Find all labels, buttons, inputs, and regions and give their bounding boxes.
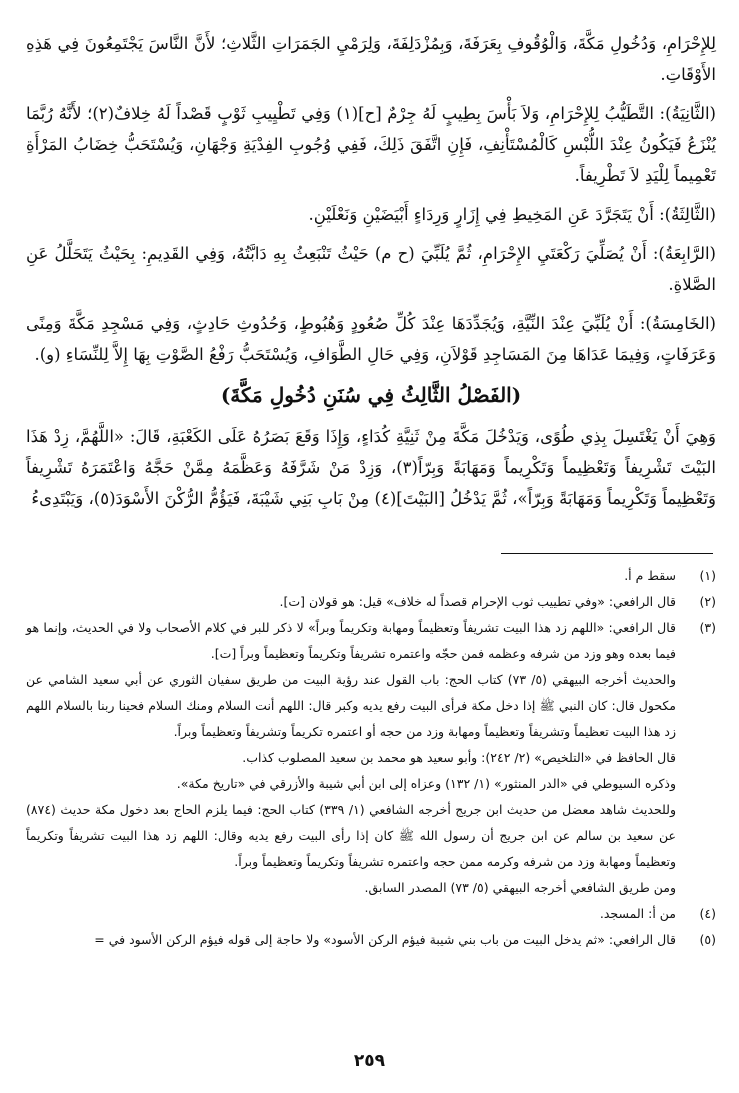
footnote-number: (٣) bbox=[699, 620, 716, 635]
paragraph-second-sunna: (الثَّانِيَةُ): التَّطَيُّبُ لِلإِحْرَامِ، وَلاَ بَأْسَ بِطِيبٍ لَهُ جِرْمٌ [ح](١) وَفِي تَطْيِيبِ ثَوْبٍ قَصْداً لَهُ خِلافٌ(٢)؛ لأَنَّهُ رُبَّمَا يُنْزَعُ فَيَكُونُ عِنْدَ اللُّبْسِ كَالْمُسْتَأْنِفِ، فَإِنِ اتَّفَقَ ذَلِكَ، فَفِي وُجُوبِ الفِدْيَةِ وَجْهَانِ، وَيُسْتَحَبُّ خِضَابُ المَرْأَةِ تَعْمِيماً لِلْيَدِ لاَ تَطْرِيفاً. bbox=[26, 104, 716, 185]
chapter-title: (الفَصْلُ الثَّالِثُ فِي سُنَنِ دُخُولِ مَكَّةَ) bbox=[220, 383, 522, 407]
footnote-3 bbox=[26, 615, 716, 901]
footnote-body bbox=[26, 563, 676, 589]
footnotes-section bbox=[26, 563, 716, 953]
page-number: ٢٥٩ bbox=[353, 1051, 386, 1071]
footnote-body bbox=[26, 901, 676, 927]
footnote-body bbox=[26, 589, 676, 615]
footnote-text: والحديث أخرجه البيهقي (٥/ ٧٣) كتاب الحج: باب القول عند رؤية البيت من طريق سفيان الثوري عن أبي سعيد الشامي عن مكحول قال: كان النبي ﷺ إذا دخل مكة فرأى البيت رفع يديه وكبر قال: اللهم أنت السلام ومنك السلام فحينا ربنا بالسلام اللهم زد هذا البيت تعظيماً وتشريفاً وتعظيماً ومهابة وزد من حجه أو اعتمره تكريماً وتشريفاً وتعظيماً وبراً. bbox=[26, 672, 677, 739]
paragraph-entering-makkah: وَهِيَ أَنْ يَغْتَسِلَ بِذِي طُوًى، وَيَدْخُلَ مَكَّةَ مِنْ ثَنِيَّةِ كُدَاءٍ، وَإِذَا وَقَعَ بَصَرُهُ عَلَى الكَعْبَةِ، قَالَ: «اللَّهُمَّ، زِدْ هَذَا البَيْتَ تَشْرِيفاً وَتَعْظِيماً وَتَكْرِيماً وَمَهَابَةً وَبِرّاً(٣)، وَزِدْ مَنْ شَرَّفَهُ وَعَظَّمَهُ مِمَّنْ حَجَّهُ وَاعْتَمَرَهُ تَشْرِيفاً وَتَعْظِيماً وَتَكْرِيماً وَمَهَابَةً وَبِرّاً»، ثُمَّ يَدْخُلُ [البَيْتَ](٤) مِنْ بَابِ بَنِي شَيْبَةَ، فَيَؤُمُّ الرُّكْنَ الأَسْوَدَ(٥)، وَيَبْتَدِىءُ bbox=[26, 427, 716, 508]
footnote-text: سقط م أ. bbox=[624, 568, 676, 583]
footnote-1 bbox=[26, 563, 716, 589]
paragraph-intro-continuation: لِلإِحْرَامِ، وَدُخُولِ مَكَّةَ، وَالْوُقُوفِ بِعَرَفَةَ، وَبِمُزْدَلِفَةَ، وَلِرَمْيِ الجَمَرَاتِ الثَّلاثِ؛ لأَنَّ النَّاسَ يَجْتَمِعُونَ فِي هَذِهِ الأَوْقَاتِ. bbox=[26, 34, 716, 84]
footnote-2 bbox=[26, 589, 716, 615]
footnote-text: من أ: المسجد. bbox=[599, 906, 676, 921]
footnote-number: (٤) bbox=[699, 906, 716, 921]
footnote-text: قال الرافعي: «وفي تطييب ثوب الإحرام قصداً له خلاف» قيل: هو قولان [ت]. bbox=[279, 594, 676, 609]
paragraph-third-sunna: (الثَّالِثَةُ): أَنْ يَتَجَرَّدَ عَنِ المَخِيطِ فِي إِزَارٍ وَرِدَاءٍ أَبْيَضَيْنِ وَنَعْلَيْنِ. bbox=[308, 205, 716, 224]
footnote-body bbox=[26, 927, 676, 953]
footnote-text: قال الرافعي: «ثم يدخل البيت من باب بني شيبة فيؤم الركن الأسود» ولا حاجة إلى قوله فيؤم الركن الأسود في = bbox=[94, 932, 676, 947]
footnote-separator-line bbox=[501, 553, 713, 554]
paragraph-fifth-sunna: (الخَامِسَةُ): أَنْ يُلَبِّيَ عِنْدَ النِّيَّةِ، وَيُجَدِّدَهَا عِنْدَ كُلِّ صُعُودٍ وَهُبُوطٍ، وَحُدُوثِ حَادِثٍ، وَفِي مَسْجِدِ مَكَّةَ وَمِنًى وَعَرَفَاتٍ، وَفِيمَا عَدَاهَا مِنَ المَسَاجِدِ قَوْلاَنِ، وَفِي حَالِ الطَّوَافِ، وَيُسْتَحَبُّ رَفْعُ الصَّوْتِ بِهَا إِلاَّ لِلنِّسَاءِ (و). bbox=[26, 314, 716, 364]
paragraph-fourth-sunna: (الرَّابِعَةُ): أَنْ يُصَلِّيَ رَكْعَتَيِ الإِحْرَامِ، ثُمَّ يُلَبِّيَ (ح م) حَيْثُ تَنْبَعِثُ بِهِ دَابَّتُهُ، وَفِي القَدِيمِ: بِحَيْثُ يَتَحَلَّلُ عَنِ الصَّلاةِ. bbox=[26, 244, 716, 294]
footnote-text: ومن طريق الشافعي أخرجه البيهقي (٥/ ٧٣) المصدر السابق. bbox=[364, 880, 676, 895]
footnote-text: وللحديث شاهد معضل من حديث ابن جريج أخرجه الشافعي (١/ ٣٣٩) كتاب الحج: فيما يلزم الحاج بعد دخول مكة حديث (٨٧٤) عن سعيد بن سالم عن ابن جريج أن رسول الله ﷺ كان إذا رأى البيت رفع يديه وقال: اللهم زد هذا البيت تشريفاً وتكريماً وتعظيماً ومهابة وزد من شرفه وكرمه ممن حجه واعتمره تشريفاً وتكريماً وتعظيماً وبراً. bbox=[26, 802, 676, 869]
footnote-number: (٢) bbox=[699, 594, 716, 609]
footnote-body bbox=[26, 615, 676, 901]
footnote-text: قال الرافعي: «اللهم زد هذا البيت تشريفاً وتعظيماً ومهابة وتكريماً وبراً» لا ذكر للبر في كلام الأصحاب ولا في الحديث، وإنما هو فيما بعده وهو وزد من شرفه وعظمه فمن حجّه واعتمره تشريفاً وتكريماً وتعظيماً وبراً [ت]. bbox=[26, 620, 676, 661]
footnote-4 bbox=[26, 901, 716, 927]
footnote-text: وذكره السيوطي في «الدر المنثور» (١/ ١٣٢) وعزاه إلى ابن أبي شيبة والأزرقي في «تاريخ مكة». bbox=[176, 776, 676, 791]
footnote-number: (٥) bbox=[699, 932, 716, 947]
footnote-number: (١) bbox=[699, 568, 716, 583]
footnote-5 bbox=[26, 927, 716, 953]
footnote-text: قال الحافظ في «التلخيص» (٢/ ٢٤٢): وأبو سعيد هو محمد بن سعيد المصلوب كذاب. bbox=[242, 750, 676, 765]
main-text-block bbox=[26, 28, 716, 522]
